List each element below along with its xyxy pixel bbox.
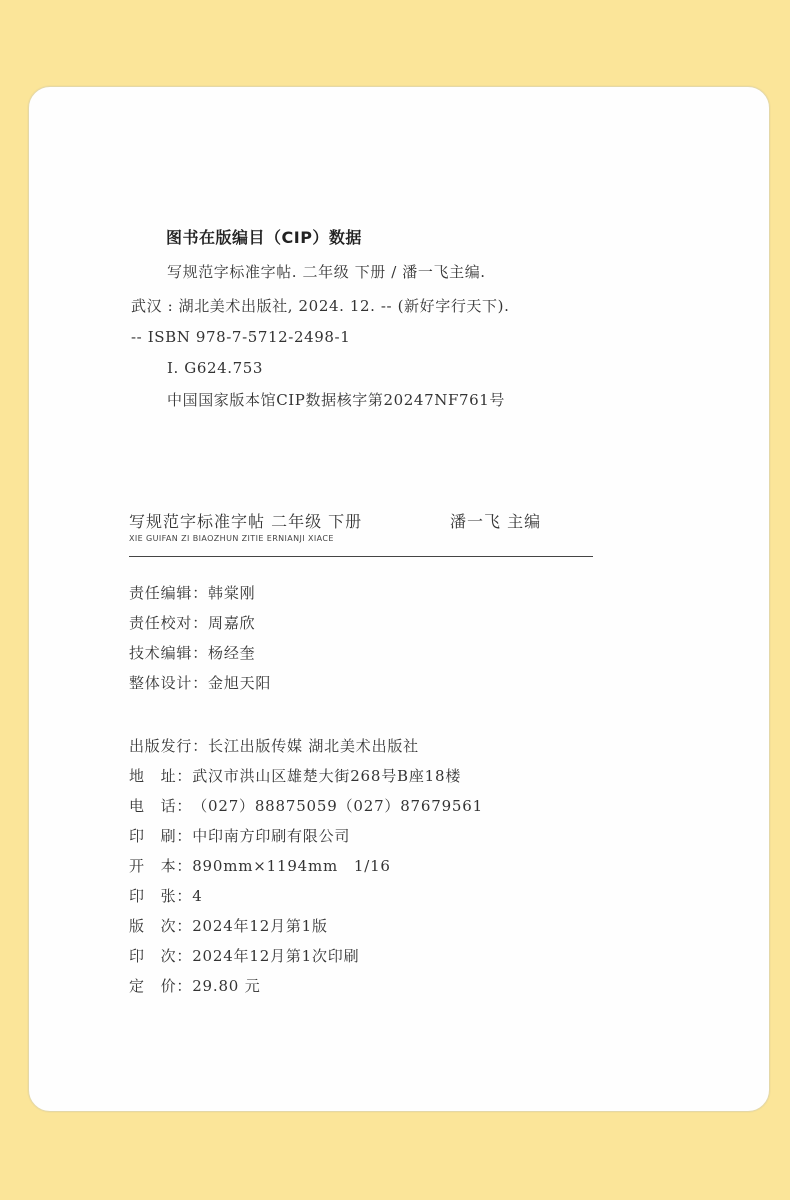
info-value: 韩棠刚 [208,584,256,602]
info-value: 2024年12月第1版 [192,917,328,935]
info-value: （027）88875059（027）87679561 [192,797,483,815]
book-title-pinyin: XIE GUIFAN ZI BIAOZHUN ZITIE ERNIANJI XIACE [129,534,334,543]
info-label: 技术编辑： [129,644,209,662]
info-value: 890mm×1194mm 1/16 [192,857,391,875]
info-value: 2024年12月第1次印刷 [192,947,360,965]
info-label: 印 刷： [129,827,193,845]
info-label: 出版发行： [129,737,209,755]
info-row-responsible-editor [129,582,255,603]
info-label: 开 本： [129,857,193,875]
info-row-format [129,855,391,876]
info-value: 中印南方印刷有限公司 [192,827,351,845]
info-value: 金旭天阳 [208,674,272,692]
info-label: 责任校对： [129,614,209,632]
divider-rule [129,556,593,557]
info-value: 29.80 元 [192,977,261,995]
info-value: 武汉市洪山区雄楚大街268号B座18楼 [192,767,462,785]
info-label: 版 次： [129,917,193,935]
info-row-edition [129,915,328,936]
info-label: 地 址： [129,767,193,785]
book-title: 写规范字标准字帖 二年级 下册 [129,512,363,531]
info-row-price [129,975,261,996]
book-editor: 潘一飞 主编 [450,512,542,531]
cip-title-line: 写规范字标准字帖. 二年级 下册 / 潘一飞主编. [167,263,486,281]
info-value: 长江出版传媒 湖北美术出版社 [208,737,419,755]
info-row-phone [129,795,483,816]
cip-record-number-line: 中国国家版本馆CIP数据核字第20247NF761号 [167,391,505,409]
cip-classification-line: Ⅰ. G624.753 [167,359,264,377]
info-label: 整体设计： [129,674,209,692]
cip-title: 图书在版编目（CIP）数据 [166,228,362,247]
info-label: 定 价： [129,977,193,995]
info-label: 印 张： [129,887,193,905]
info-row-publisher [129,735,419,756]
info-value: 杨经奎 [208,644,256,662]
info-row-technical-editor [129,642,255,663]
info-label: 责任编辑： [129,584,209,602]
cip-isbn-line: -- ISBN 978-7-5712-2498-1 [131,328,351,346]
info-value: 4 [192,887,203,905]
cip-publisher-line: 武汉 : 湖北美术出版社, 2024. 12. -- (新好字行天下). [131,297,510,315]
info-label: 印 次： [129,947,193,965]
info-row-address [129,765,461,786]
copyright-page [28,86,770,1112]
info-row-proofreader [129,612,255,633]
info-row-design [129,672,271,693]
info-label: 电 话： [129,797,193,815]
info-row-printing [129,945,359,966]
info-row-sheets [129,885,203,906]
info-value: 周嘉欣 [208,614,256,632]
info-row-printer [129,825,350,846]
